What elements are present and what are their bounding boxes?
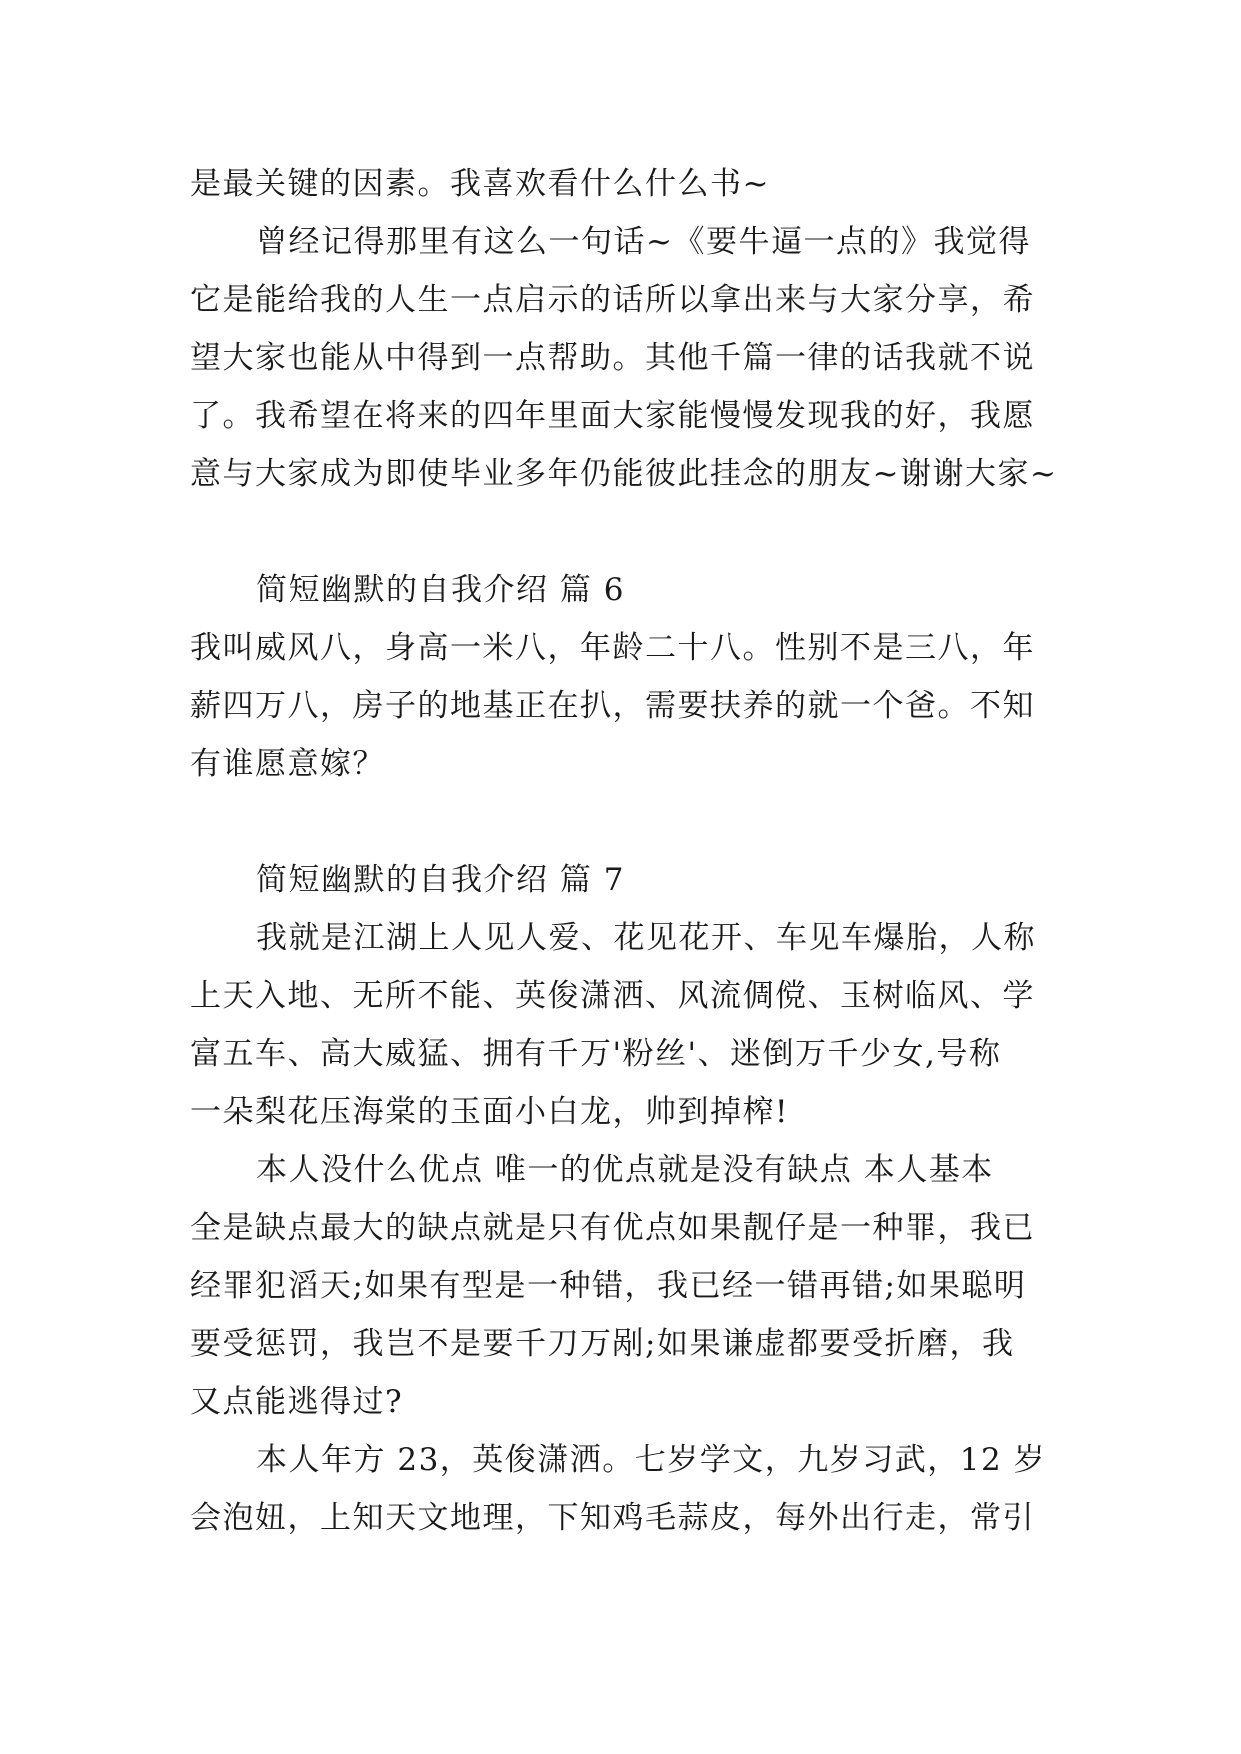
section-heading-6: 简短幽默的自我介绍 篇 6 bbox=[256, 572, 625, 608]
section-spacer bbox=[190, 793, 1060, 851]
paragraph-start-line: 曾经记得那里有这么一句话~《要牛逼一点的》我觉得 bbox=[256, 224, 1031, 260]
section-spacer bbox=[190, 503, 1060, 561]
paragraph-start-line: 本人没什么优点 唯一的优点就是没有缺点 本人基本 bbox=[256, 1152, 994, 1188]
paragraph-start-line: 我就是江湖上人见人爱、花见花开、车见车爆胎，人称 bbox=[256, 920, 1036, 956]
text-line: 它是能给我的人生一点启示的话所以拿出来与大家分享，希 bbox=[190, 282, 1035, 318]
text-line: 一朵梨花压海棠的玉面小白龙，帅到掉榨! bbox=[190, 1094, 789, 1130]
text-line: 上天入地、无所不能、英俊潇洒、风流倜傥、玉树临风、学 bbox=[190, 978, 1035, 1014]
document-body bbox=[190, 155, 1060, 1547]
text-line: 望大家也能从中得到一点帮助。其他千篇一律的话我就不说 bbox=[190, 340, 1035, 376]
text-line: 富五车、高大威猛、拥有千万'粉丝'、迷倒万千少女,号称 bbox=[190, 1036, 1002, 1072]
paragraph-start-line: 本人年方 23，英俊潇洒。七岁学文，九岁习武，12 岁 bbox=[256, 1442, 1047, 1478]
text-line: 了。我希望在将来的四年里面大家能慢慢发现我的好，我愿 bbox=[190, 398, 1035, 434]
section-heading-7: 简短幽默的自我介绍 篇 7 bbox=[256, 862, 625, 898]
text-line: 意与大家成为即使毕业多年仍能彼此挂念的朋友~谢谢大家~ bbox=[190, 456, 1058, 492]
text-line: 会泡妞，上知天文地理，下知鸡毛蒜皮，每外出行走，常引 bbox=[190, 1500, 1035, 1536]
text-line: 又点能逃得过? bbox=[190, 1384, 404, 1420]
text-line: 要受惩罚，我岂不是要千刀万剐;如果谦虚都要受折磨，我 bbox=[190, 1326, 1015, 1362]
text-line: 我叫威风八，身高一米八，年龄二十八。性别不是三八，年 bbox=[190, 630, 1035, 666]
text-line: 有谁愿意嫁？ bbox=[190, 746, 385, 782]
text-line: 全是缺点最大的缺点就是只有优点如果靓仔是一种罪，我已 bbox=[190, 1210, 1035, 1246]
text-line: 经罪犯滔天;如果有型是一种错，我已经一错再错;如果聪明 bbox=[190, 1268, 1027, 1304]
text-line: 是最关键的因素。我喜欢看什么什么书~ bbox=[190, 166, 770, 202]
text-line: 薪四万八，房子的地基正在扒，需要扶养的就一个爸。不知 bbox=[190, 688, 1035, 724]
